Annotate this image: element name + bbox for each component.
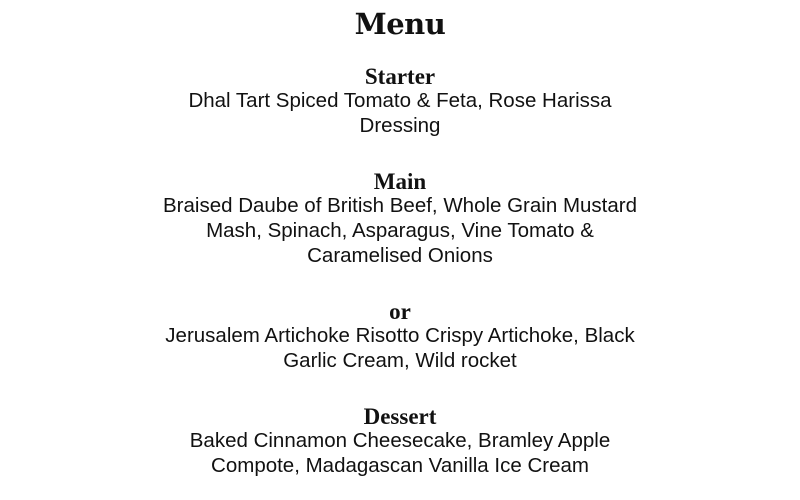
course-main-alternative xyxy=(0,301,800,373)
course-heading-dessert: Dessert xyxy=(363,404,437,429)
course-dish-starter: Dhal Tart Spiced Tomato & Feta, Rose Harissa Dressing xyxy=(188,89,612,137)
course-dessert xyxy=(0,406,800,478)
course-dish-dessert: Baked Cinnamon Cheesecake, Bramley Apple Compote, Madagascan Vanilla Ice Cream xyxy=(189,429,611,477)
course-heading-starter: Starter xyxy=(364,64,436,89)
course-dish-main: Braised Daube of British Beef, Whole Grain Mustard Mash, Spinach, Asparagus, Vine Tomato & Caramelised Onions xyxy=(163,194,637,267)
menu-title: Menu xyxy=(354,7,446,41)
course-heading-or: or xyxy=(389,299,411,324)
course-heading-main: Main xyxy=(373,169,427,194)
course-main xyxy=(0,171,800,268)
course-starter xyxy=(0,66,800,138)
course-dish-alternative: Jerusalem Artichoke Risotto Crispy Artichoke, Black Garlic Cream, Wild rocket xyxy=(165,324,635,372)
